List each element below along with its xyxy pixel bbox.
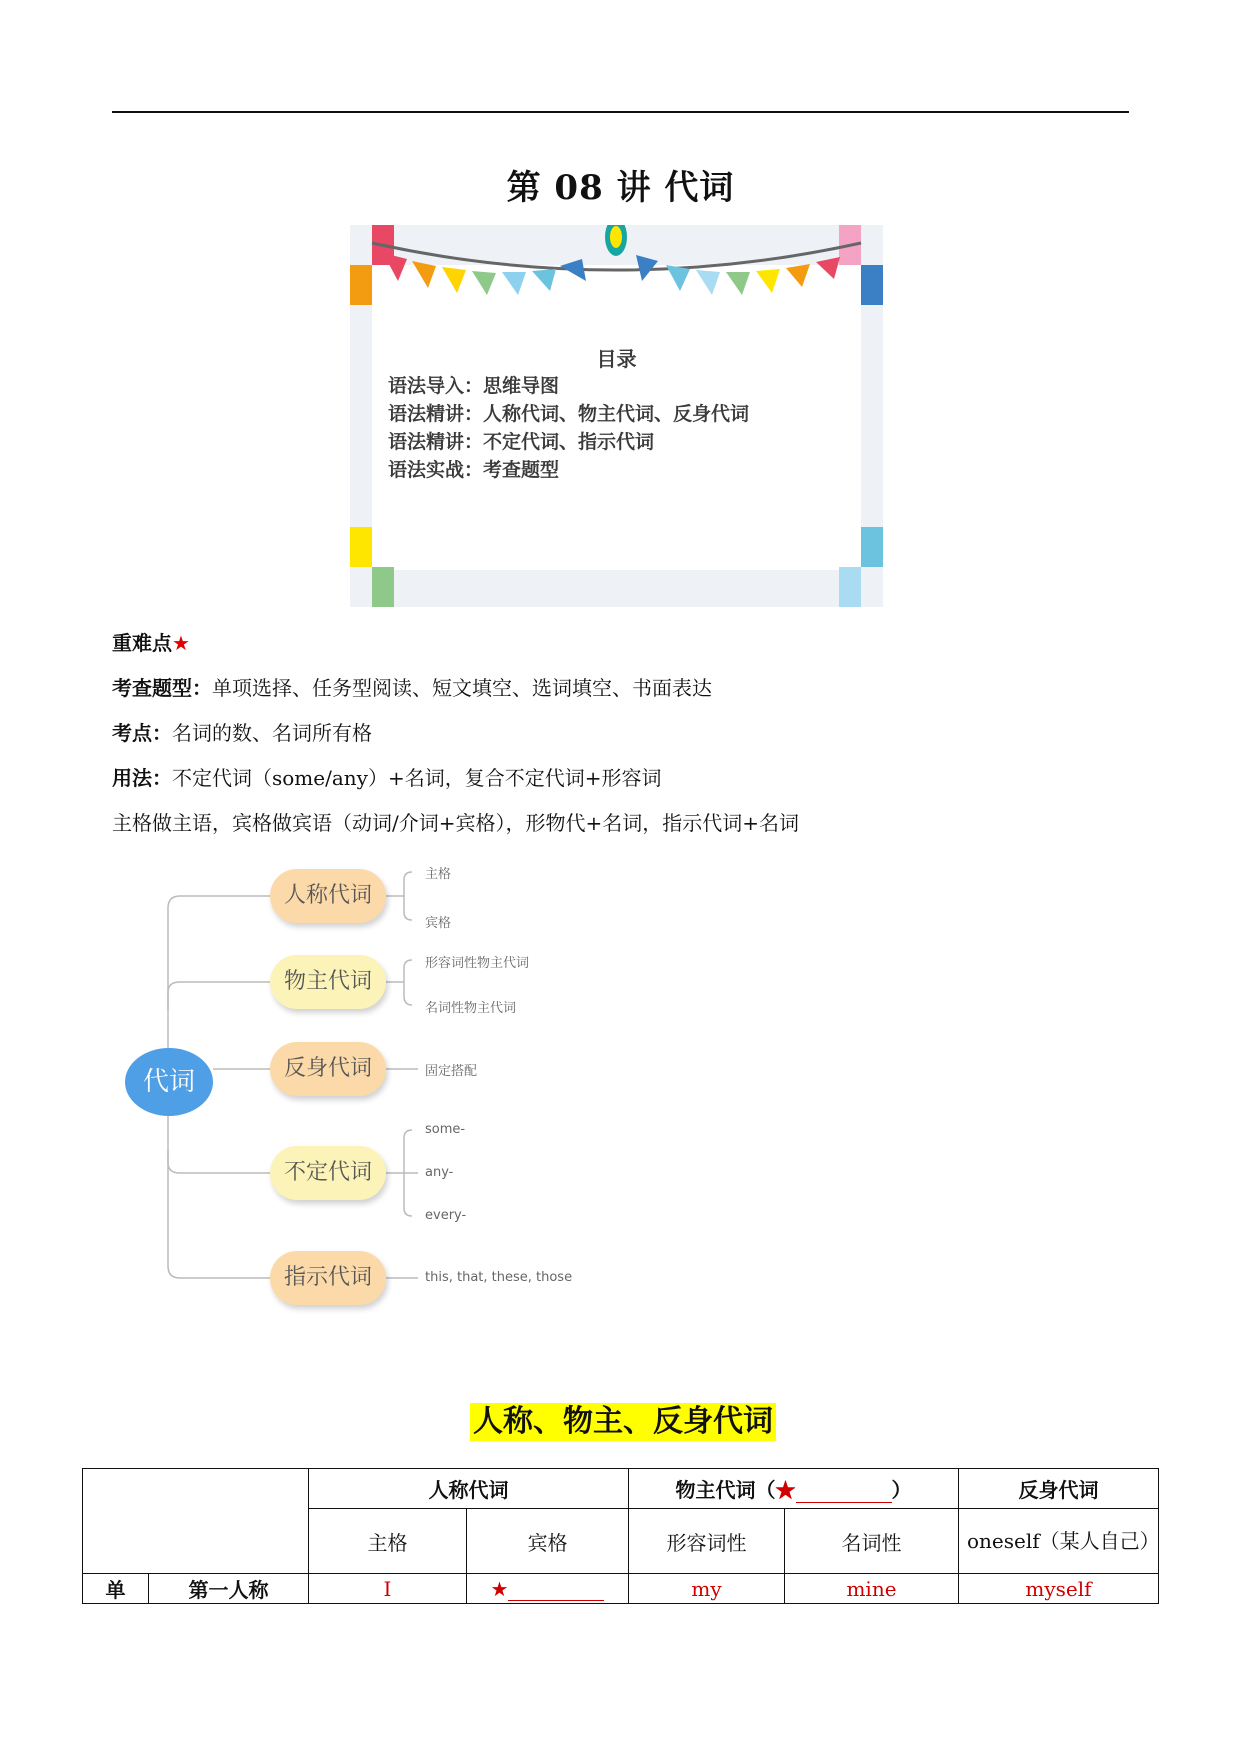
noun-possessive-cell: mine	[785, 1574, 959, 1604]
flag-icon	[756, 269, 780, 293]
header-rule	[112, 111, 1129, 113]
branch-indefinite-pronoun: 不定代词	[270, 1146, 386, 1200]
branch-personal-pronoun: 人称代词	[270, 869, 386, 923]
toc-item: 语法实战：考查题型	[388, 459, 560, 481]
test-points-line	[112, 717, 372, 746]
corner-square	[372, 567, 394, 607]
key-label: 重难点	[112, 631, 172, 655]
blank-line	[796, 1484, 892, 1503]
section-title: 人称、物主、反身代词	[470, 1403, 776, 1441]
flag-icon	[696, 270, 720, 295]
header-adj-possessive: 形容词性	[629, 1509, 785, 1574]
page-title: 第 08 讲 代词	[506, 168, 735, 208]
points-value: 名词的数、名词所有格	[172, 721, 372, 745]
header-oneself: oneself（某人自己）	[959, 1509, 1159, 1574]
star-icon: ★	[490, 1576, 509, 1601]
types-value: 单项选择、任务型阅读、短文填空、选词填空、书面表达	[212, 676, 712, 700]
usage-label: 用法：	[112, 766, 172, 790]
toc-item: 语法导入：思维导图	[388, 375, 560, 397]
subject-cell: I	[309, 1574, 467, 1604]
branch-demonstrative-pronoun: 指示代词	[270, 1251, 386, 1305]
flag-icon	[442, 267, 466, 293]
object-cell	[467, 1574, 629, 1604]
flag-icon	[786, 264, 810, 287]
leaf-node: 宾格	[425, 916, 452, 931]
table-corner-cell	[83, 1469, 309, 1574]
exam-types-line	[112, 672, 712, 701]
star-icon: ★	[172, 631, 190, 655]
reflexive-cell: myself	[959, 1574, 1159, 1604]
leaf-node: this, that, these, those	[425, 1270, 573, 1285]
header-subject: 主格	[309, 1509, 467, 1574]
leaf-node: some-	[425, 1122, 466, 1137]
corner-square	[839, 567, 861, 607]
star-icon: ★	[775, 1478, 796, 1502]
flag-icon	[502, 272, 526, 295]
bunting-garland	[350, 225, 883, 305]
flag-icon	[412, 261, 436, 288]
header-reflexive: 反身代词	[959, 1469, 1159, 1509]
key-points-line	[112, 627, 190, 656]
leaf-node: any-	[425, 1165, 454, 1180]
flag-icon	[666, 265, 690, 291]
branch-reflexive-pronoun: 反身代词	[270, 1042, 386, 1096]
points-label: 考点：	[112, 721, 172, 745]
usage-value: 不定代词（some/any）+名词，复合不定代词+形容词	[172, 766, 662, 790]
toc-heading: 目录	[596, 347, 637, 371]
blank-line	[508, 1582, 604, 1601]
flag-icon	[532, 269, 556, 291]
leaf-node: 形容词性物主代词	[425, 956, 530, 971]
number-cell: 单	[83, 1574, 149, 1604]
toc-item: 语法精讲：不定代词、指示代词	[388, 431, 655, 453]
header-noun-possessive: 名词性	[785, 1509, 959, 1574]
mind-map	[112, 850, 632, 1330]
leaf-node: 名词性物主代词	[425, 1001, 517, 1016]
table-row	[83, 1574, 1159, 1604]
table-row	[83, 1469, 1159, 1509]
usage-line-2: 主格做主语，宾格做宾语（动词/介词+宾格），形物代+名词，指示代词+名词	[112, 811, 800, 835]
header-possessive: 物主代词（★ ）	[629, 1469, 959, 1509]
corner-square	[861, 527, 883, 567]
header-object: 宾格	[467, 1509, 629, 1574]
types-label: 考查题型：	[112, 676, 212, 700]
header-personal: 人称代词	[309, 1469, 629, 1509]
mind-map-root: 代词	[125, 1048, 213, 1116]
person-cell: 第一人称	[149, 1574, 309, 1604]
leaf-node: every-	[425, 1208, 467, 1223]
toc-item: 语法精讲：人称代词、物主代词、反身代词	[388, 403, 750, 425]
leaf-node: 主格	[425, 867, 452, 882]
branch-possessive-pronoun: 物主代词	[270, 955, 386, 1009]
flag-icon	[383, 253, 407, 281]
leaf-node: 固定搭配	[425, 1064, 478, 1079]
toc-card	[350, 225, 883, 607]
flag-icon	[726, 272, 750, 295]
adj-possessive-cell: my	[629, 1574, 785, 1604]
pronoun-table	[82, 1468, 1159, 1604]
corner-square	[350, 527, 372, 567]
usage-line	[112, 762, 661, 791]
flag-icon	[816, 257, 840, 279]
flag-icon	[472, 271, 496, 295]
